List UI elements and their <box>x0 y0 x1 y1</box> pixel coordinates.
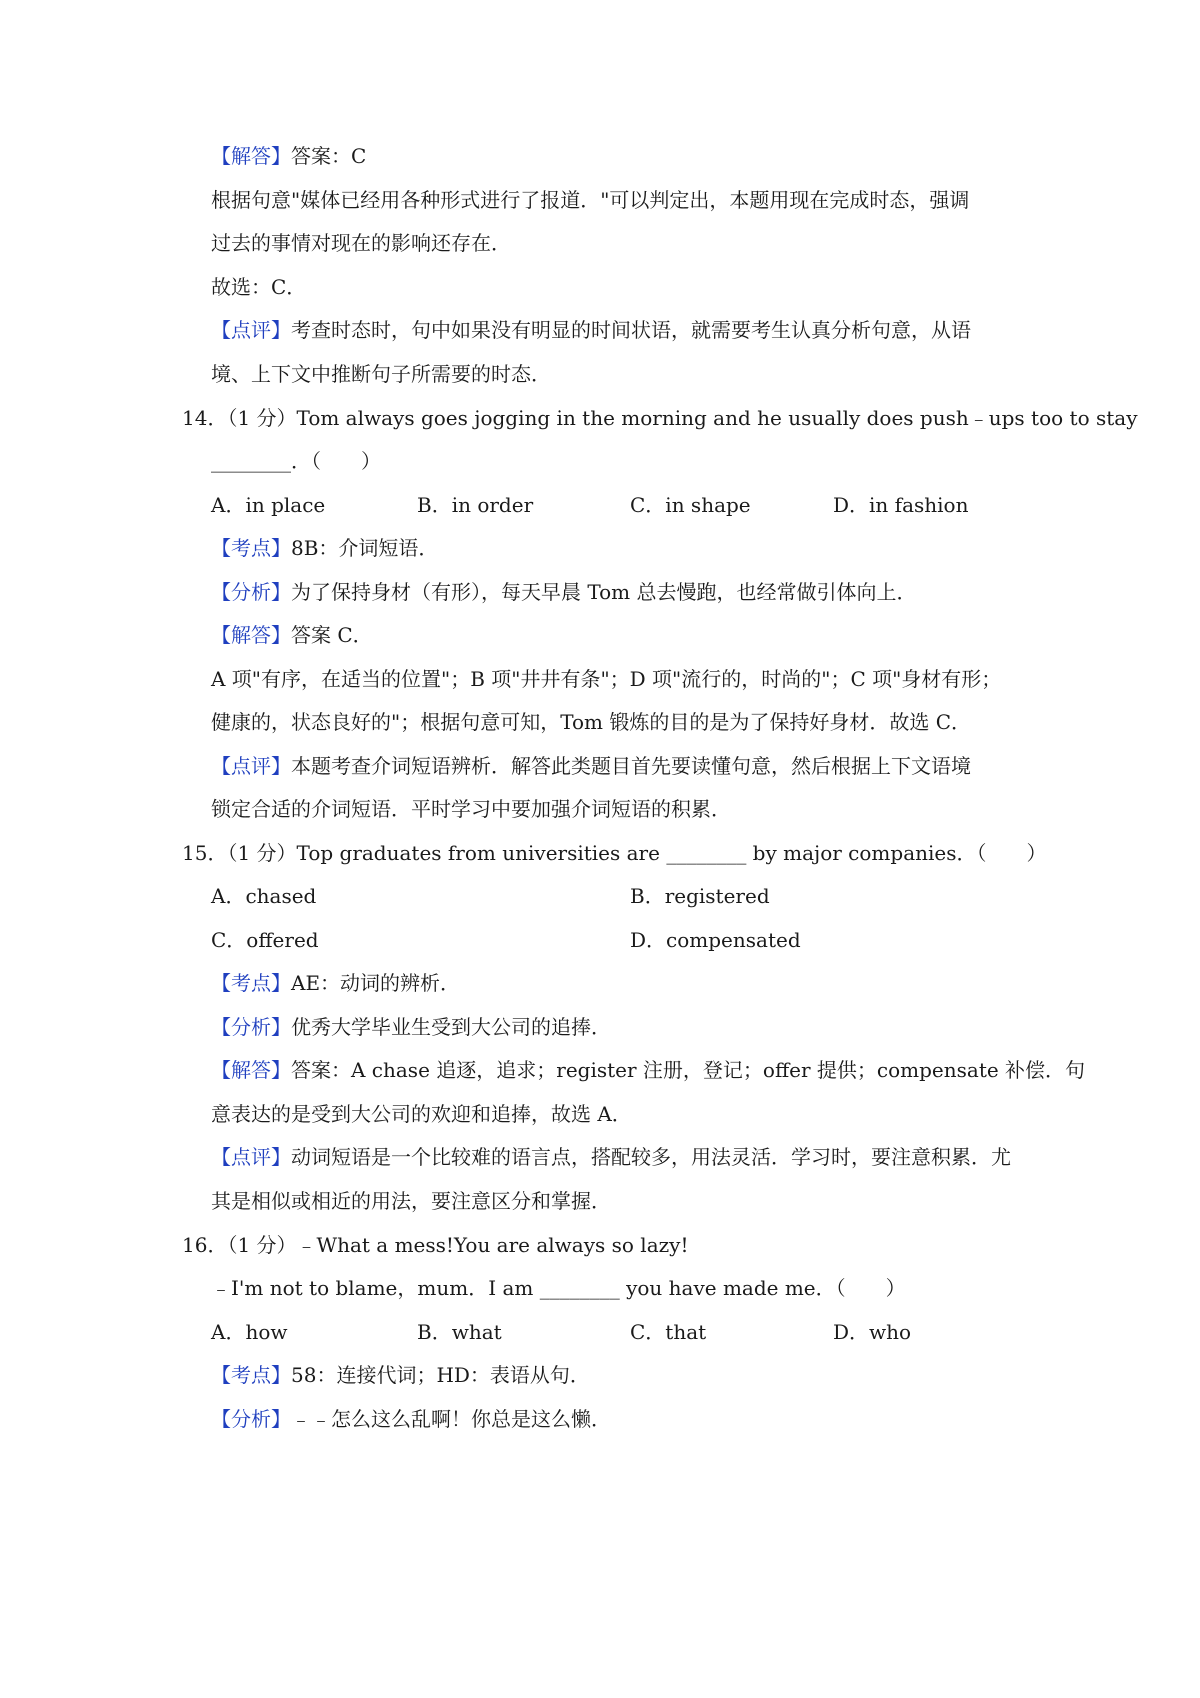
dianping-14-line <box>211 751 1031 781</box>
question-14-option-b: B．in order <box>417 493 534 517</box>
question-16-stem: 16．（1 分）﹣What a mess!You are always so lazy! <box>182 1233 689 1257</box>
dianping-tag: 【点评】 <box>211 1145 291 1169</box>
jieda-13-line <box>211 141 1031 171</box>
dianping-13-line <box>211 315 1031 345</box>
dianping-text: 考查时态时，句中如果没有明显的时间状语，就需要考生认真分析句意，从语 <box>291 318 971 342</box>
dianping-13-para-2: 境、上下文中推断句子所需要的时态． <box>211 362 551 386</box>
fenxi-text: ﹣﹣怎么这么乱啊！你总是这么懒． <box>291 1407 611 1431</box>
fenxi-text: 优秀大学毕业生受到大公司的追捧． <box>291 1015 611 1039</box>
answer-13-choice: 故选：C． <box>211 275 307 299</box>
question-16-option-a: A．how <box>211 1320 288 1344</box>
dianping-tag: 【点评】 <box>211 754 291 778</box>
kaodian-text: AE：动词的辨析． <box>291 971 461 995</box>
fenxi-text: 为了保持身材（有形），每天早晨 Tom 总去慢跑，也经常做引体向上． <box>291 580 917 604</box>
jieda-13-para-2: 过去的事情对现在的影响还存在． <box>211 231 511 255</box>
jieda-text: 答案：C <box>291 144 367 168</box>
fenxi-15-line <box>211 1012 1031 1042</box>
jieda-15-para-2: 意表达的是受到大公司的欢迎和追捧，故选 A． <box>211 1102 632 1126</box>
fenxi-tag: 【分析】 <box>211 1407 291 1431</box>
question-14-blank: ________．（ ） <box>211 449 381 473</box>
dianping-text: 本题考查介词短语辨析．解答此类题目首先要读懂句意，然后根据上下文语境 <box>291 754 971 778</box>
kaodian-14-line <box>211 533 1031 563</box>
dianping-tag: 【点评】 <box>211 318 291 342</box>
question-15-stem: 15．（1 分）Top graduates from universities are ________ by major companies．（ ） <box>182 841 1047 865</box>
kaodian-tag: 【考点】 <box>211 971 291 995</box>
fenxi-tag: 【分析】 <box>211 580 291 604</box>
dianping-text: 动词短语是一个比较难的语言点，搭配较多，用法灵活．学习时，要注意积累．尤 <box>291 1145 1011 1169</box>
fenxi-tag: 【分析】 <box>211 1015 291 1039</box>
question-15-option-a: A．chased <box>211 884 317 908</box>
question-15-option-d: D．compensated <box>630 928 801 952</box>
kaodian-tag: 【考点】 <box>211 1363 291 1387</box>
jieda-14-para-1: A 项"有序，在适当的位置"；B 项"井井有条"；D 项"流行的，时尚的"；C 项"身材有形； <box>211 667 1002 691</box>
question-14-option-d: D．in fashion <box>833 493 969 517</box>
fenxi-14-line <box>211 577 1031 607</box>
question-14-stem: 14．（1 分）Tom always goes jogging in the morning and he usually does push﹣ups too to stay <box>182 406 1138 430</box>
kaodian-15-line <box>211 968 1031 998</box>
jieda-text: 答案 C． <box>291 623 373 647</box>
question-14-option-c: C．in shape <box>630 493 751 517</box>
jieda-tag: 【解答】 <box>211 623 291 647</box>
kaodian-tag: 【考点】 <box>211 536 291 560</box>
question-15-option-c: C．offered <box>211 928 319 952</box>
jieda-text: 答案：A chase 追逐，追求；register 注册，登记；offer 提供；compensate 补偿．句 <box>291 1058 1086 1082</box>
jieda-14-line <box>211 620 1031 650</box>
jieda-15-line <box>211 1055 1086 1085</box>
question-16-reply: ﹣I'm not to blame，mum．I am ________ you have made me．（ ） <box>211 1276 906 1300</box>
jieda-13-para-1: 根据句意"媒体已经用各种形式进行了报道．"可以判定出，本题用现在完成时态，强调 <box>211 188 970 212</box>
question-15-option-b: B．registered <box>630 884 770 908</box>
question-14-option-a: A．in place <box>211 493 326 517</box>
question-16-option-d: D．who <box>833 1320 912 1344</box>
jieda-tag: 【解答】 <box>211 144 291 168</box>
fenxi-16-line <box>211 1404 1031 1434</box>
dianping-15-para-2: 其是相似或相近的用法，要注意区分和掌握． <box>211 1189 611 1213</box>
dianping-14-para-2: 锁定合适的介词短语．平时学习中要加强介词短语的积累． <box>211 797 731 821</box>
kaodian-text: 58：连接代词；HD：表语从句． <box>291 1363 590 1387</box>
question-16-option-c: C．that <box>630 1320 707 1344</box>
jieda-tag: 【解答】 <box>211 1058 291 1082</box>
jieda-14-para-2: 健康的，状态良好的"；根据句意可知，Tom 锻炼的目的是为了保持好身材．故选 C． <box>211 710 972 734</box>
kaodian-text: 8B：介词短语． <box>291 536 439 560</box>
kaodian-16-line <box>211 1360 1031 1390</box>
dianping-15-line <box>211 1142 1031 1172</box>
question-16-option-b: B．what <box>417 1320 502 1344</box>
